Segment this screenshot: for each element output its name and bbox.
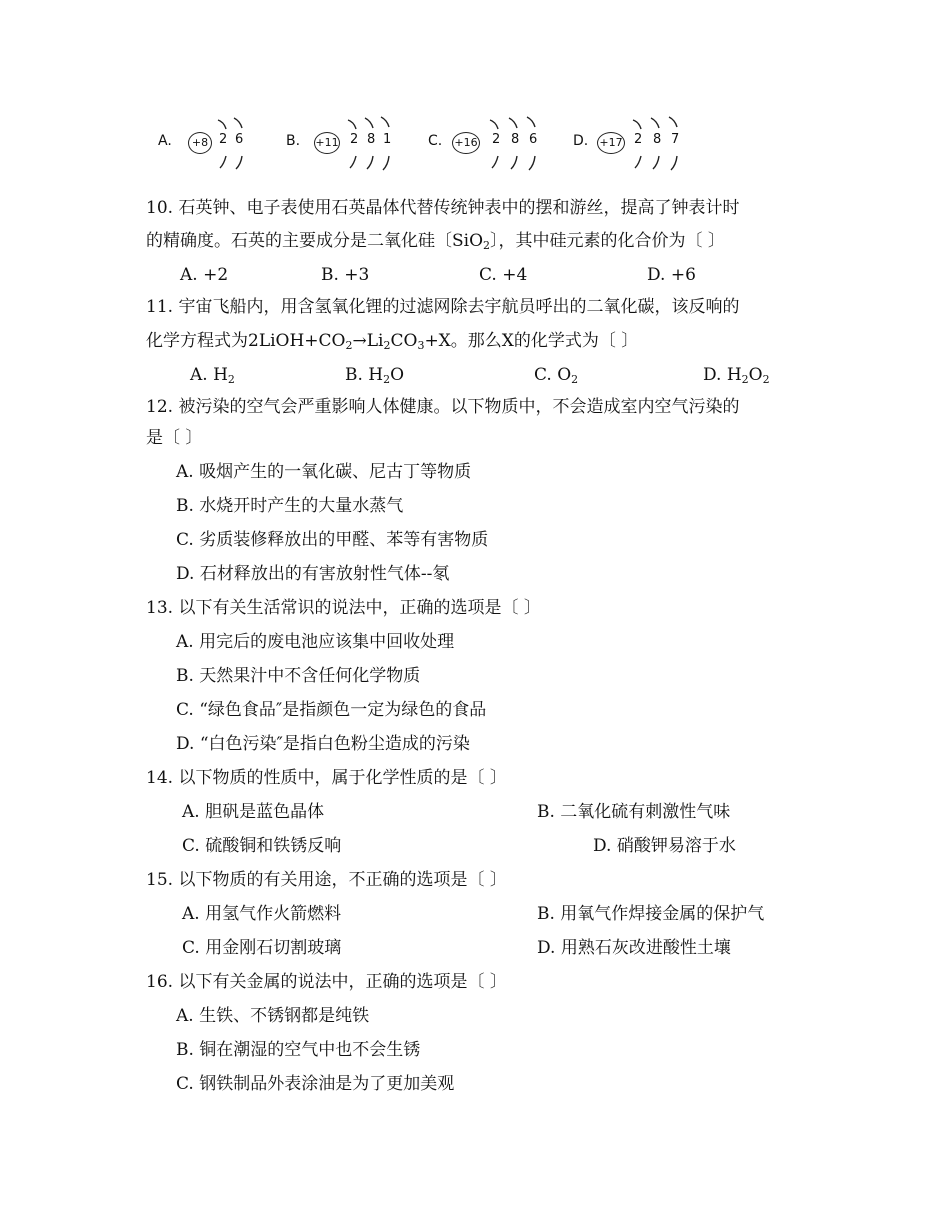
atom-diagram-a bbox=[158, 112, 248, 182]
q12-option-c: C. 劣质装修释放出的甲醛、苯等有害物质 bbox=[176, 530, 489, 550]
q11-text-line-2 bbox=[146, 331, 638, 351]
q16-option-c: C. 钢铁制品外表涂油是为了更加美观 bbox=[176, 1074, 455, 1094]
atom-d-nucleus: +17 bbox=[597, 132, 625, 154]
q14-option-d: D. 硝酸钾易溶于水 bbox=[593, 836, 736, 856]
atom-b-shell-3: 1 bbox=[383, 132, 392, 147]
q11-option-c bbox=[534, 365, 578, 385]
atom-b-label: B. bbox=[286, 133, 301, 149]
q14-option-c: C. 硫酸铜和铁锈反响 bbox=[182, 836, 342, 856]
q15-option-d: D. 用熟石灰改进酸性土壤 bbox=[537, 938, 731, 958]
q11-eq-sub-2: 2 bbox=[383, 339, 391, 352]
q13-option-b: B. 天然果汁中不含任何化学物质 bbox=[176, 666, 421, 686]
atom-d-shell-arcs bbox=[573, 112, 691, 182]
q10-option-c: C. +4 bbox=[479, 265, 528, 285]
q16-option-b: B. 铜在潮湿的空气中也不会生锈 bbox=[176, 1040, 421, 1060]
q11-opt-c-text: C. O bbox=[534, 365, 572, 385]
atom-a-label: A. bbox=[158, 133, 172, 149]
q12-text-line-2: 是〔 〕 bbox=[146, 428, 203, 448]
q15-option-a: A. 用氢气作火箭燃料 bbox=[182, 904, 342, 924]
q10-text-line-2 bbox=[146, 231, 725, 251]
q16-text-line-1: 16. 以下有关金属的说法中，正确的选项是〔 〕 bbox=[146, 972, 507, 992]
q14-text-line-1: 14. 以下物质的性质中，属于化学性质的是〔 〕 bbox=[146, 768, 507, 788]
q12-text-line-1: 12. 被污染的空气会严重影响人体健康。以下物质中，不会造成室内空气污染的 bbox=[146, 397, 740, 417]
q11-eq-sub-1: 2 bbox=[345, 339, 353, 352]
atom-diagram-c bbox=[428, 112, 543, 182]
atom-b-shell-1: 2 bbox=[350, 132, 359, 147]
atom-d-label: D. bbox=[573, 133, 589, 149]
atom-a-shell-arcs bbox=[158, 112, 253, 182]
atom-b-shell-arcs bbox=[286, 112, 398, 182]
q11-opt-a-sub: 2 bbox=[227, 373, 235, 386]
q11-opt-b-text: B. H bbox=[345, 365, 384, 385]
q11-eq-b: →Li bbox=[352, 331, 384, 351]
q11-option-b bbox=[345, 365, 404, 385]
atom-c-label: C. bbox=[428, 133, 443, 149]
atom-d-shell-1: 2 bbox=[634, 132, 643, 147]
q11-eq-a: 化学方程式为2LiOH+CO bbox=[146, 331, 346, 351]
atom-c-nucleus: +16 bbox=[452, 132, 480, 154]
q11-text-line-1: 11. 宇宙飞船内，用含氢氧化锂的过滤网除去宇航员呼出的二氧化碳，该反响的 bbox=[146, 297, 740, 317]
q13-text-line-1: 13. 以下有关生活常识的说法中，正确的选项是〔 〕 bbox=[146, 598, 541, 618]
atom-c-shell-1: 2 bbox=[492, 132, 501, 147]
q10-option-b: B. +3 bbox=[321, 265, 370, 285]
q16-option-a: A. 生铁、不锈钢都是纯铁 bbox=[176, 1006, 370, 1026]
q15-text-line-1: 15. 以下物质的有关用途，不正确的选项是〔 〕 bbox=[146, 870, 507, 890]
atom-d-shell-3: 7 bbox=[671, 132, 680, 147]
q11-opt-a-text: A. H bbox=[190, 365, 228, 385]
q11-opt-d-sub-2: 2 bbox=[762, 373, 770, 386]
q12-option-d: D. 石材释放出的有害放射性气体--氡 bbox=[176, 564, 450, 584]
q11-opt-d-text: D. H bbox=[703, 365, 742, 385]
q11-option-a bbox=[190, 365, 235, 385]
atom-d-shell-2: 8 bbox=[653, 132, 662, 147]
q11-eq-c: CO bbox=[390, 331, 418, 351]
q11-opt-d-mid: O bbox=[748, 365, 763, 385]
q13-option-a: A. 用完后的废电池应该集中回收处理 bbox=[176, 632, 455, 652]
q12-option-a: A. 吸烟产生的一氧化碳、尼古丁等物质 bbox=[176, 462, 472, 482]
q13-option-d: D. “白色污染″是指白色粉尘造成的污染 bbox=[176, 734, 470, 754]
q11-option-d bbox=[703, 365, 770, 385]
q15-option-c: C. 用金刚石切割玻璃 bbox=[182, 938, 342, 958]
q11-opt-b-post: O bbox=[390, 365, 405, 385]
q14-option-a: A. 胆矾是蓝色晶体 bbox=[182, 802, 325, 822]
q11-opt-c-sub: 2 bbox=[571, 373, 579, 386]
atom-c-shell-2: 8 bbox=[511, 132, 520, 147]
atom-a-nucleus: +8 bbox=[188, 132, 212, 154]
q10-line2-pre: 的精确度。石英的主要成分是二氧化硅〔SiO bbox=[146, 231, 484, 251]
q14-option-b: B. 二氧化硫有刺激性气味 bbox=[537, 802, 731, 822]
atom-diagram-b bbox=[286, 112, 396, 182]
atom-c-shell-3: 6 bbox=[529, 132, 538, 147]
q11-opt-d-sub-1: 2 bbox=[741, 373, 749, 386]
q13-option-c: C. “绿色食品″是指颜色一定为绿色的食品 bbox=[176, 700, 487, 720]
q15-option-b: B. 用氧气作焊接金属的保护气 bbox=[537, 904, 765, 924]
atom-b-nucleus: +11 bbox=[314, 132, 340, 154]
atom-b-shell-2: 8 bbox=[367, 132, 376, 147]
q10-text-line-1: 10. 石英钟、电子表使用石英晶体代替传统钟表中的摆和游丝，提高了钟表计时 bbox=[146, 198, 740, 218]
q10-option-d: D. +6 bbox=[647, 265, 696, 285]
q11-eq-d: +X。那么X的化学式为〔 〕 bbox=[424, 331, 639, 351]
atom-diagram-d bbox=[573, 112, 688, 182]
q10-option-a: A. +2 bbox=[180, 265, 229, 285]
q11-opt-b-sub: 2 bbox=[383, 373, 391, 386]
atom-a-shell-1: 2 bbox=[219, 132, 228, 147]
q10-line2-post: 〕，其中硅元素的化合价为〔 〕 bbox=[490, 231, 725, 251]
atom-structure-diagrams bbox=[148, 112, 693, 182]
q12-option-b: B. 水烧开时产生的大量水蒸气 bbox=[176, 496, 404, 516]
atom-a-shell-2: 6 bbox=[235, 132, 244, 147]
q11-eq-sub-3: 3 bbox=[417, 339, 425, 352]
atom-c-shell-arcs bbox=[428, 112, 546, 182]
q10-line2-sub: 2 bbox=[483, 239, 491, 252]
